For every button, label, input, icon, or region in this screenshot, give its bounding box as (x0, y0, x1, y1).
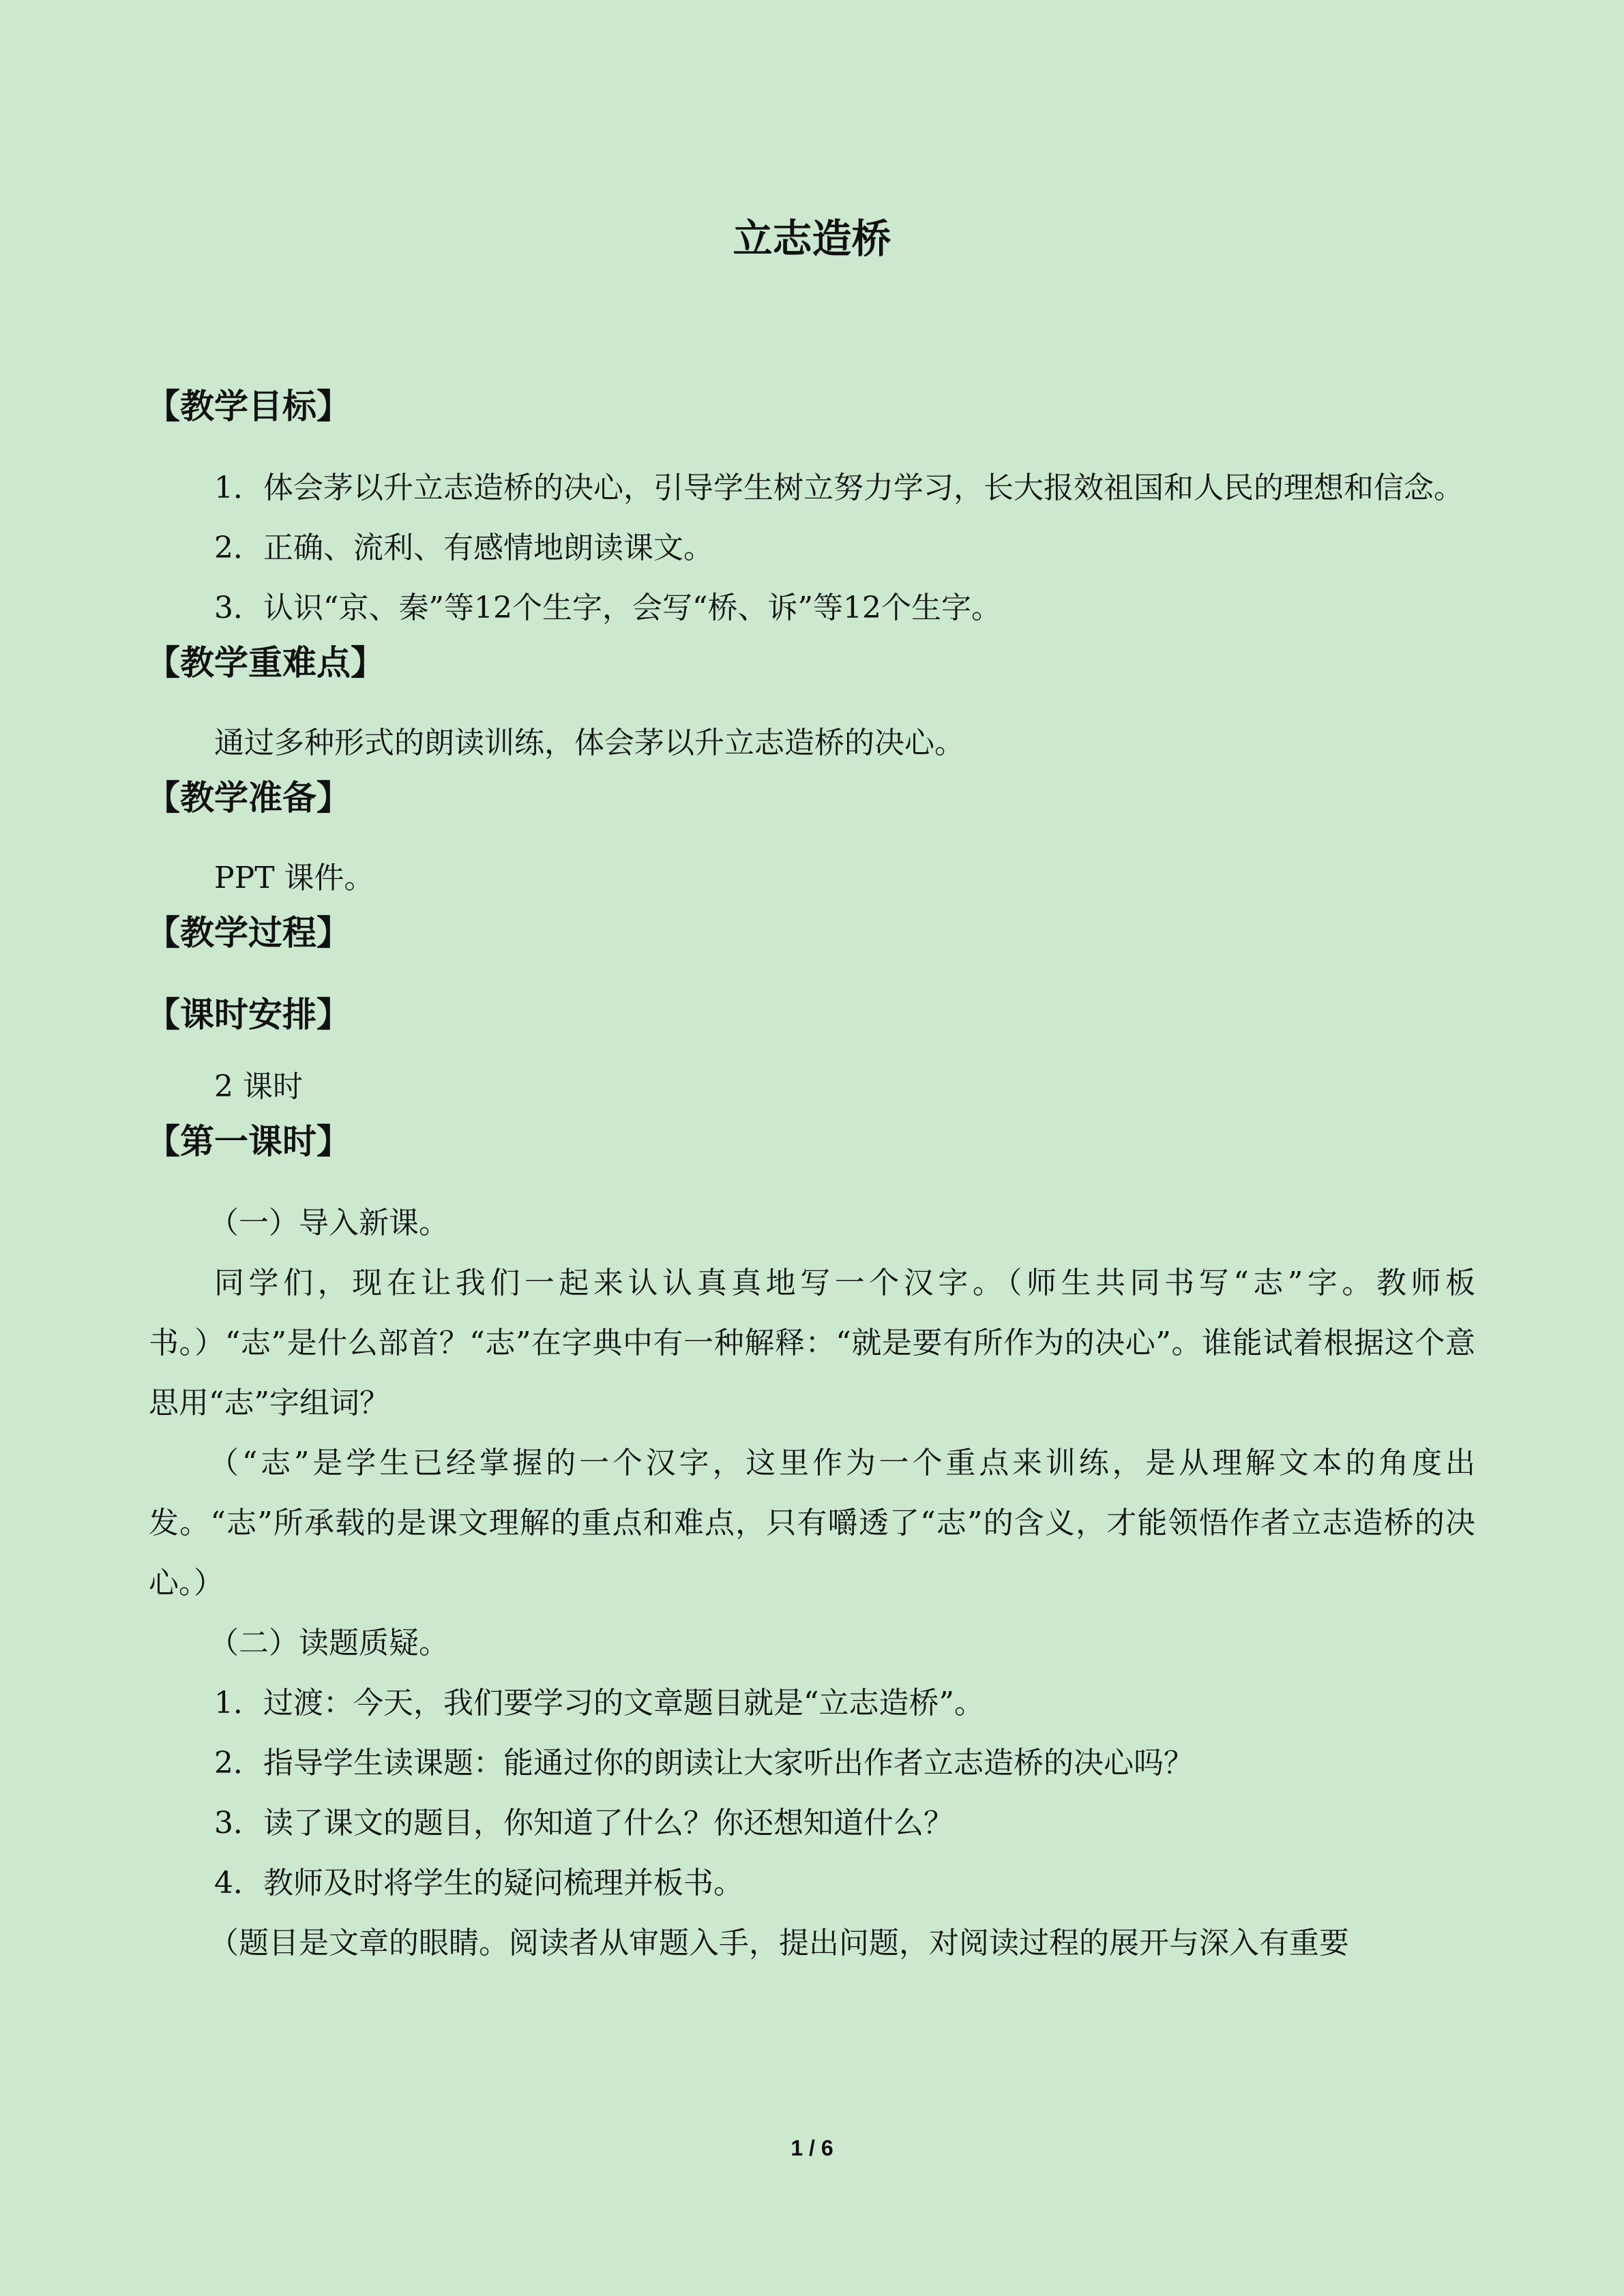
lesson-paragraph: （“志”是学生已经掌握的一个汉字，这里作为一个重点来训练，是从理解文本的角度出发。“志”所承载的是课文理解的重点和难点，只有嚼透了“志”的含义，才能领悟作者立志造桥的决心。） (149, 1446, 1475, 1600)
lesson-paragraph: 3．读了课文的题目，你知道了什么？你还想知道什么？ (214, 1806, 954, 1840)
lesson-paragraph: （一）导入新课。 (209, 1206, 449, 1240)
lesson-paragraph: 1．过渡：今天，我们要学习的文章题目就是“立志造桥”。 (214, 1686, 984, 1720)
document-title: 立志造桥 (733, 215, 891, 262)
lesson-paragraph: 4．教师及时将学生的疑问梳理并板书。 (214, 1866, 743, 1900)
document-body (146, 382, 1475, 1973)
section-heading-schedule: 【课时安排】 (146, 995, 351, 1034)
preparation-text: PPT 课件。 (214, 861, 374, 895)
key-points-text: 通过多种形式的朗读训练，体会茅以升立志造桥的决心。 (214, 726, 964, 760)
section-heading-lesson-one: 【第一课时】 (146, 1122, 351, 1161)
lesson-paragraph: （题目是文章的眼睛。阅读者从审题入手，提出问题，对阅读过程的展开与深入有重要 (209, 1926, 1349, 1960)
section-heading-preparation: 【教学准备】 (146, 778, 351, 818)
objective-item: 2．正确、流利、有感情地朗读课文。 (214, 531, 713, 565)
lesson-paragraph: （二）读题质疑。 (209, 1626, 449, 1660)
section-heading-process: 【教学过程】 (146, 913, 351, 953)
schedule-text: 2 课时 (214, 1069, 303, 1104)
section-heading-objectives: 【教学目标】 (146, 387, 351, 426)
objective-item: 1．体会茅以升立志造桥的决心，引导学生树立努力学习，长大报效祖国和人民的理想和信念。 (214, 471, 1464, 505)
objective-item: 3．认识“京、秦”等12个生字，会写“桥、诉”等12个生字。 (214, 591, 1001, 625)
page-number: 1 / 6 (791, 2136, 833, 2160)
lesson-paragraph: 2．指导学生读课题：能通过你的朗读让大家听出作者立志造桥的决心吗？ (214, 1746, 1194, 1780)
section-heading-key-points: 【教学重难点】 (146, 643, 385, 683)
lesson-paragraph: 同学们，现在让我们一起来认认真真地写一个汉字。（师生共同书写“志”字。教师板书。）“志”是什么部首？“志”在字典中有一种解释：“就是要有所作为的决心”。谁能试着根据这个意思用“志”字组词？ (149, 1266, 1475, 1420)
